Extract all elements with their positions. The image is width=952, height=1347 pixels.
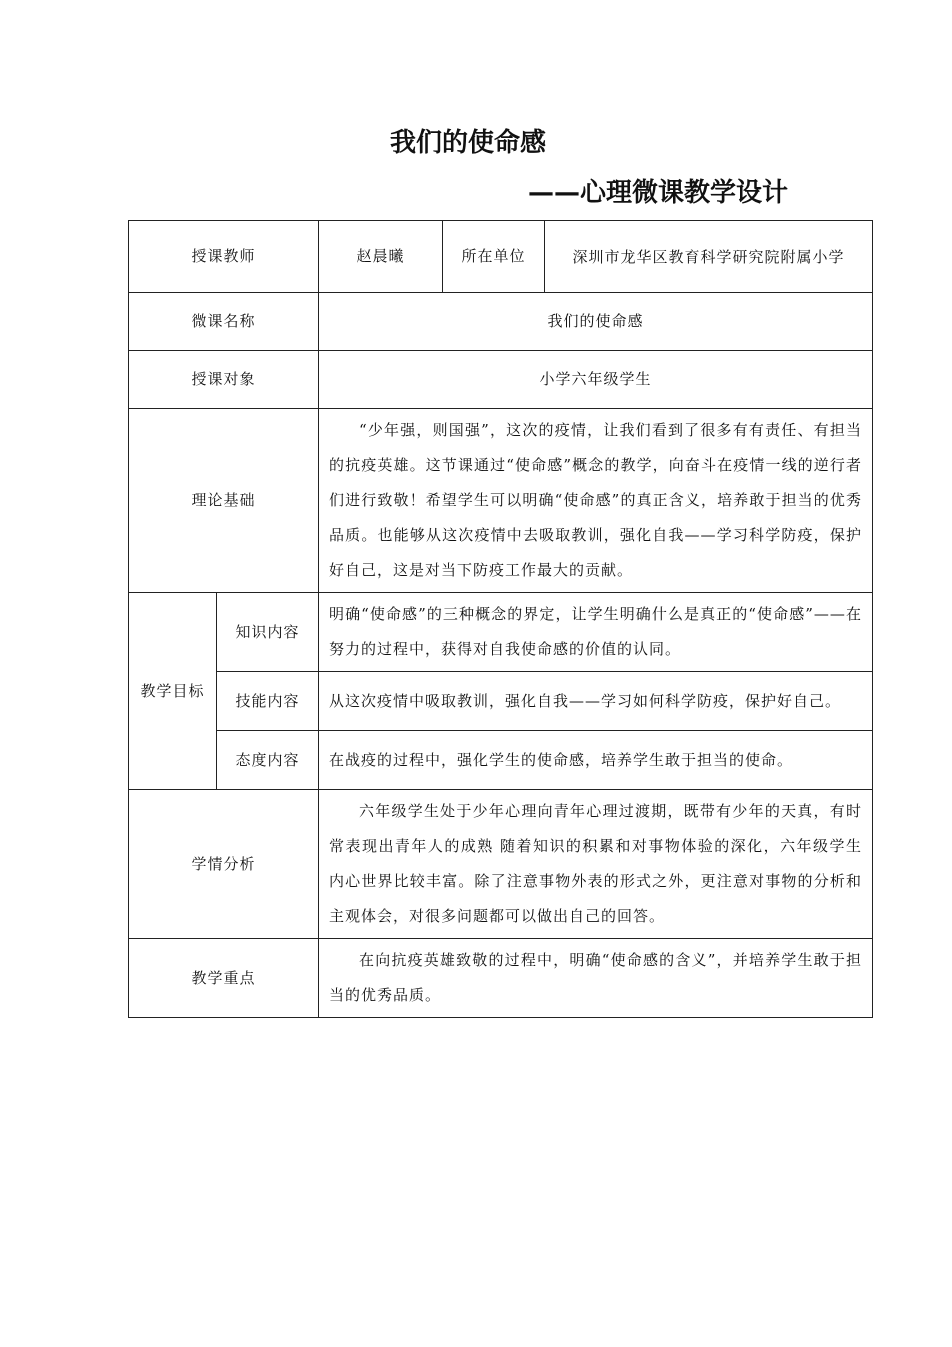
document-subtitle: ——心理微课教学设计 bbox=[528, 178, 789, 208]
theory-label: 理论基础 bbox=[129, 409, 319, 593]
analysis-text: 六年级学生处于少年心理向青年心理过渡期，既带有少年的天真，有时常表现出青年人的成熟 随着知识的积累和对事物体验的深化，六年级学生内心世界比较丰富。除了注意事物外表的形式之外，更注意对事物的分析和主观体会，对很多问题都可以做出自己的回答。 bbox=[319, 790, 873, 939]
table-row bbox=[129, 351, 873, 409]
unit-label: 所在单位 bbox=[443, 221, 545, 293]
lesson-plan-table bbox=[128, 220, 873, 1018]
attitude-text: 在战疫的过程中，强化学生的使命感，培养学生敢于担当的使命。 bbox=[319, 731, 873, 790]
goals-label: 教学目标 bbox=[129, 593, 217, 790]
theory-text: “少年强，则国强”，这次的疫情，让我们看到了很多有有责任、有担当的抗疫英雄。这节课通过“使命感”概念的教学，向奋斗在疫情一线的逆行者们进行致敬！希望学生可以明确“使命感”的真正含义，培养敢于担当的优秀品质。也能够从这次疫情中去吸取教训，强化自我——学习科学防疫，保护好自己，这是对当下防疫工作最大的贡献。 bbox=[319, 409, 873, 593]
table-row bbox=[129, 293, 873, 351]
table-row bbox=[129, 221, 873, 293]
key-label: 教学重点 bbox=[129, 939, 319, 1018]
table-row bbox=[129, 790, 873, 939]
audience-value: 小学六年级学生 bbox=[319, 351, 873, 409]
teacher-label: 授课教师 bbox=[129, 221, 319, 293]
skill-text: 从这次疫情中吸取教训，强化自我——学习如何科学防疫，保护好自己。 bbox=[319, 672, 873, 731]
table-row bbox=[129, 672, 873, 731]
key-text: 在向抗疫英雄致敬的过程中，明确“使命感的含义”，并培养学生敢于担当的优秀品质。 bbox=[319, 939, 873, 1018]
table-row bbox=[129, 409, 873, 593]
course-label: 微课名称 bbox=[129, 293, 319, 351]
teacher-name: 赵晨曦 bbox=[319, 221, 443, 293]
table-row bbox=[129, 731, 873, 790]
analysis-label: 学情分析 bbox=[129, 790, 319, 939]
unit-value: 深圳市龙华区教育科学研究院附属小学 bbox=[545, 221, 873, 293]
knowledge-text: 明确“使命感”的三种概念的界定，让学生明确什么是真正的“使命感”——在努力的过程中，获得对自我使命感的价值的认同。 bbox=[319, 593, 873, 672]
skill-label: 技能内容 bbox=[217, 672, 319, 731]
attitude-label: 态度内容 bbox=[217, 731, 319, 790]
course-value: 我们的使命感 bbox=[319, 293, 873, 351]
audience-label: 授课对象 bbox=[129, 351, 319, 409]
table-row bbox=[129, 593, 873, 672]
document-title: 我们的使命感 bbox=[390, 128, 547, 158]
table-row bbox=[129, 939, 873, 1018]
knowledge-label: 知识内容 bbox=[217, 593, 319, 672]
